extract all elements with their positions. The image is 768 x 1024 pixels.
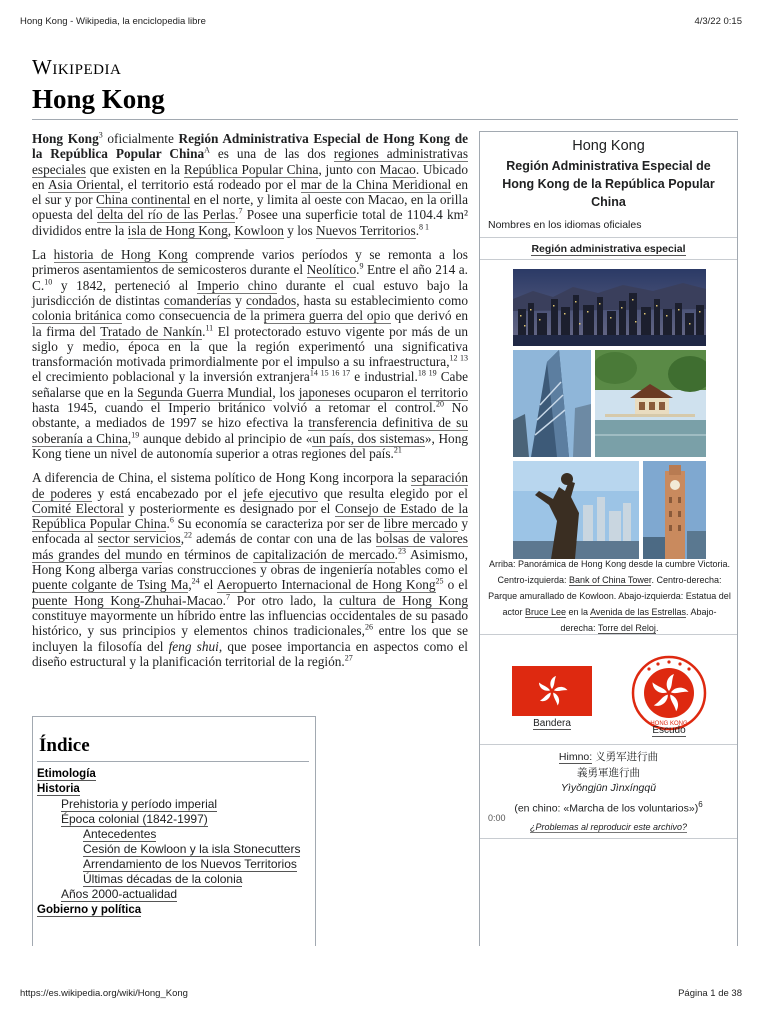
- text-run: , junto con: [318, 161, 380, 177]
- emblem-caption[interactable]: [631, 725, 707, 736]
- toc-item[interactable]: [83, 857, 309, 871]
- text-run: que existen en la: [85, 161, 184, 177]
- paragraph-intro: [32, 131, 468, 238]
- print-page-title: Hong Kong - Wikipedia, la enciclopedia libre: [20, 16, 206, 27]
- wiki-link[interactable]: Nuevos Territorios: [316, 222, 416, 238]
- citation-ref[interactable]: 21: [393, 445, 402, 455]
- text-run: ,: [227, 222, 235, 238]
- wiki-link[interactable]: jefe ejecutivo: [243, 485, 318, 501]
- kowloon-walled-city-park-photo[interactable]: [595, 350, 706, 457]
- caption-text: Arriba: Panorámica de Hong Kong desde la cumbre Victoria. Centro-izquierda:: [489, 559, 730, 585]
- citation-ref[interactable]: 27: [344, 653, 353, 663]
- text-run: el crecimiento poblacional y la inversión extranjera: [32, 369, 310, 385]
- text-run: durante el cual estuvo bajo la jurisdicción de distintas: [32, 277, 468, 308]
- wikipedia-wordmark[interactable]: Wikipedia: [32, 55, 122, 79]
- toc-item-label[interactable]: Años 2000-actualidad: [61, 887, 178, 901]
- wiki-link[interactable]: cultura de Hong Kong: [339, 592, 468, 608]
- audio-help-label[interactable]: ¿Problemas al reproducir este archivo?: [529, 822, 688, 832]
- print-page-number: Página 1 de 38: [678, 988, 742, 999]
- wiki-link[interactable]: Asia Oriental: [48, 176, 121, 192]
- text-run: que resulta elegido por el: [317, 485, 469, 501]
- text-run: , los: [272, 384, 299, 400]
- infobox-separator: [480, 744, 737, 745]
- text-run: Por otro lado, la: [230, 592, 340, 608]
- wiki-link[interactable]: condados: [245, 292, 297, 308]
- text-run: o el: [443, 577, 468, 593]
- toc-item-label[interactable]: Época colonial (1842-1997): [61, 812, 208, 826]
- citation-ref[interactable]: 10: [44, 277, 53, 287]
- print-footer: [0, 988, 768, 1002]
- toc-item-label[interactable]: Gobierno y política: [37, 904, 142, 916]
- text-run: La: [32, 247, 54, 263]
- text-run: aunque debido al principio de «: [139, 430, 313, 446]
- text-run: , que posee importancia en aspectos como el diseño estructural y la planificación territorial de la región.: [32, 638, 468, 669]
- anthem-translation-line: [480, 797, 737, 817]
- caption-link[interactable]: Bank of China Tower: [569, 575, 652, 585]
- text-run: el: [199, 577, 217, 593]
- citation-ref[interactable]: 23: [397, 546, 406, 556]
- toc-item-label[interactable]: Cesión de Kowloon y la isla Stonecutters: [83, 842, 301, 856]
- photo-caption: [488, 556, 731, 636]
- print-date: 4/3/22 0:15: [694, 16, 742, 27]
- text-run: y los: [283, 222, 317, 238]
- text-run: entre los que se incluyen la filosofía del: [32, 623, 468, 654]
- text-run: No obstante, a mediados de 1997 se hizo efectiva la: [32, 400, 469, 431]
- wiki-link[interactable]: isla de Hong Kong: [127, 222, 228, 238]
- wiki-link[interactable]: capitalización de mercado: [252, 546, 395, 562]
- text-run: comprende varios períodos y se remonta a los primeros asentamientos de semicosteros durante el: [32, 247, 468, 278]
- toc-item[interactable]: [37, 904, 309, 916]
- wiki-link[interactable]: China continental: [96, 192, 191, 208]
- citation-ref[interactable]: 14 15 16 17: [309, 369, 351, 379]
- anthem-traditional: 義勇軍進行曲: [577, 766, 640, 779]
- anthem-pinyin: Yìyǒngjūn Jìnxíngqǔ: [560, 782, 657, 794]
- wiki-link[interactable]: bolsas de valores más grandes del mundo: [32, 531, 468, 562]
- title-divider: [32, 119, 738, 120]
- wiki-link[interactable]: Tratado de Nankín: [100, 323, 203, 339]
- text-run: además de contar con una de las: [192, 531, 376, 547]
- citation-ref[interactable]: 26: [364, 622, 373, 632]
- text-run: .: [415, 222, 420, 238]
- text-run: ,: [188, 577, 192, 593]
- text-run: y: [231, 292, 246, 308]
- caption-link[interactable]: Torre del Reloj: [597, 623, 656, 633]
- anthem-block: [480, 750, 737, 817]
- wiki-link[interactable]: comanderías: [163, 292, 232, 308]
- citation-ref[interactable]: 11: [205, 323, 214, 333]
- toc-item-label[interactable]: Etimología: [37, 768, 96, 780]
- infobox-separator: [480, 634, 737, 635]
- text-run: », Hong Kong tiene un nivel de autonomía superior a otras regiones del país.: [32, 430, 468, 461]
- caption-text: . Centro-derecha: Parque amurallado de Kowloon. Abajo-izquierda: Estatua del actor: [488, 575, 731, 617]
- infobox-official-name: Región Administrativa Especial de Hong Kong de la República Popular China: [502, 159, 715, 209]
- photo-mosaic: [513, 269, 706, 559]
- text-run: Cabe señalarse que en la: [32, 369, 469, 400]
- wiki-link[interactable]: Segunda Guerra Mundial: [137, 384, 273, 400]
- toc-item[interactable]: [61, 797, 309, 811]
- text-run: .: [356, 262, 360, 278]
- wiki-link[interactable]: japoneses ocuparon el territorio: [298, 384, 468, 400]
- toc-item-label[interactable]: Arrendamiento de los Nuevos Territorios: [83, 857, 297, 871]
- anthem-translation: (en chino: «Marcha de los voluntarios»): [514, 802, 699, 814]
- citation-ref[interactable]: A: [204, 145, 210, 155]
- wiki-link[interactable]: sector servicios: [97, 531, 181, 547]
- infobox-name: Hong Kong: [572, 138, 645, 154]
- text-run: y enfocada al: [32, 516, 468, 547]
- citation-ref[interactable]: 6: [169, 515, 174, 525]
- wiki-link[interactable]: libre mercado: [383, 516, 458, 532]
- caption-text: .: [655, 623, 659, 633]
- caption-text: . Abajo-derecha:: [560, 607, 717, 633]
- toc-item[interactable]: [61, 812, 309, 826]
- print-url: https://es.wikipedia.org/wiki/Hong_Kong: [20, 988, 188, 999]
- audio-help-link[interactable]: [480, 822, 737, 832]
- text-run: como consecuencia de la: [121, 308, 264, 324]
- bank-of-china-tower-photo[interactable]: [513, 350, 591, 457]
- toc-item-label[interactable]: Prehistoria y período imperial: [61, 797, 218, 811]
- text-run: .: [202, 323, 206, 339]
- text-run: , el territorio está rodeado por el: [120, 176, 301, 192]
- text-run: oficialmente: [102, 131, 179, 146]
- infobox: [479, 131, 738, 946]
- wiki-link[interactable]: transferencia definitiva de su soberanía a China: [32, 415, 469, 446]
- emblem-icon[interactable]: [631, 655, 707, 731]
- wiki-link[interactable]: Aeropuerto Internacional de Hong Kong: [216, 577, 436, 593]
- page-title: Hong Kong: [32, 84, 165, 114]
- text-run: .: [235, 207, 239, 223]
- svg-text:HONG KONG: HONG KONG: [650, 721, 688, 727]
- text-run: es una de las dos: [209, 146, 334, 162]
- citation-ref[interactable]: 24: [191, 576, 200, 586]
- print-header: [0, 16, 768, 30]
- caption-text: en la: [566, 607, 591, 617]
- citation-ref[interactable]: 7: [226, 592, 230, 602]
- wiki-link[interactable]: primera guerra del opio: [263, 308, 391, 324]
- text-run: Su economía se caracteriza por ser de: [173, 516, 384, 532]
- citation-ref[interactable]: 19: [131, 430, 140, 440]
- wiki-link[interactable]: Consejo de Estado de la República Popular China: [32, 500, 468, 532]
- text-run: y 1842, perteneció al: [52, 277, 197, 293]
- toc-list: [37, 768, 309, 916]
- citation-ref[interactable]: 20: [436, 399, 444, 409]
- text-run: Asimismo, Hong Kong alberga varias construcciones y obras de ingeniería notables como el: [32, 546, 468, 578]
- skyline-photo[interactable]: [513, 269, 706, 346]
- audio-player-time[interactable]: 0:00: [488, 813, 506, 823]
- toc-item[interactable]: [83, 872, 309, 886]
- wiki-link[interactable]: un país, dos sistemas: [312, 430, 425, 446]
- bold-text: Región Administrativa Especial de Hong Kong de la República Popular China: [32, 131, 468, 162]
- toc-title: Índice: [37, 735, 309, 762]
- anthem-line: [480, 750, 737, 766]
- toc-item[interactable]: [61, 887, 309, 901]
- wiki-link[interactable]: colonia británica: [32, 308, 122, 324]
- wiki-link[interactable]: Comité Electoral: [32, 500, 124, 516]
- wiki-link[interactable]: regiones administrativas especiales: [32, 146, 468, 177]
- text-run: , hasta su establecimiento como: [296, 292, 468, 308]
- anthem-simplified: 义勇军进行曲: [595, 751, 659, 763]
- toc-item-label[interactable]: Antecedentes: [83, 827, 157, 841]
- text-run: en el norte, y limita al oeste con Macao, en la orilla opuesta del: [32, 192, 468, 223]
- citation-ref[interactable]: 8 1: [419, 222, 430, 232]
- infobox-separator: [480, 838, 737, 839]
- wiki-link[interactable]: Neolítico: [306, 262, 357, 278]
- text-run: .: [222, 592, 226, 608]
- clock-tower-photo[interactable]: [643, 461, 706, 559]
- text-run: y posteriormente es designado por el: [123, 500, 335, 516]
- text-run: . Ubicado en: [32, 161, 468, 192]
- citation-ref[interactable]: 12 13: [449, 353, 468, 363]
- flag-caption[interactable]: [512, 718, 592, 729]
- text-run: ,: [180, 531, 185, 547]
- paragraph-politics: [32, 470, 468, 669]
- flag-label-link[interactable]: Bandera: [533, 718, 571, 729]
- infobox-type-link[interactable]: Región administrativa especial: [531, 243, 686, 255]
- wiki-link[interactable]: Imperio chino: [196, 277, 278, 293]
- wiki-link[interactable]: separación de poderes: [32, 470, 468, 501]
- italic-text: feng shui: [168, 638, 219, 654]
- anthem-prefix-link[interactable]: Himno:: [558, 751, 593, 763]
- text-run: y está encabezado por el: [91, 485, 244, 501]
- citation-ref[interactable]: 22: [184, 531, 193, 540]
- caption-link[interactable]: Avenida de las Estrellas: [590, 607, 686, 617]
- text-run: .: [394, 546, 398, 562]
- bold-text: Hong Kong: [32, 131, 99, 146]
- text-run: que derivó en la firma del: [32, 308, 468, 339]
- toc-item-label[interactable]: Historia: [37, 783, 80, 795]
- text-run: en términos de: [162, 546, 253, 562]
- wiki-link[interactable]: República Popular China: [183, 161, 319, 177]
- infobox-type-band[interactable]: [480, 237, 737, 260]
- toc-item[interactable]: [83, 827, 309, 841]
- paragraph-history: [32, 247, 468, 461]
- flag-image[interactable]: [512, 666, 592, 716]
- citation-ref[interactable]: 7: [238, 207, 243, 217]
- wiki-link[interactable]: Macao: [379, 161, 416, 177]
- wiki-link[interactable]: delta del río de las Perlas: [97, 207, 236, 223]
- text-run: ,: [127, 430, 132, 446]
- toc-item[interactable]: [37, 768, 309, 780]
- anthem-ref[interactable]: 6: [698, 799, 703, 809]
- text-run: A diferencia de China, el sistema político de Hong Kong incorpora la: [32, 470, 412, 486]
- text-run: en el sur y por: [32, 176, 468, 208]
- text-run: hasta 1945, cuando el Imperio británico volvió a retomar el control.: [32, 400, 436, 416]
- wiki-link[interactable]: puente colgante de Tsing Ma: [32, 577, 189, 593]
- infobox-languages-note: Nombres en los idiomas oficiales: [488, 219, 642, 231]
- wiki-link[interactable]: Kowloon: [234, 222, 284, 238]
- citation-ref[interactable]: 25: [435, 576, 444, 586]
- bruce-lee-statue-photo[interactable]: [513, 461, 639, 559]
- text-run: e industrial.: [350, 369, 418, 385]
- citation-ref[interactable]: 18 19: [417, 369, 437, 379]
- emblem-label-link[interactable]: Escudo: [652, 725, 686, 736]
- toc-item[interactable]: [37, 783, 309, 795]
- toc-item-label[interactable]: Últimas décadas de la colonia: [83, 872, 243, 886]
- citation-ref[interactable]: 3: [98, 130, 103, 140]
- text-run: constituye mayormente un híbrido entre las influencias occidentales de su pasado histórico, y sus principios y elementos chinos tradicionales,: [32, 607, 468, 639]
- table-of-contents: [32, 716, 316, 946]
- text-run: .: [166, 516, 170, 532]
- citation-ref[interactable]: 9: [359, 261, 364, 271]
- text-run: Posee una superficie total de 1104.4 km² divididos entre la: [32, 207, 468, 238]
- caption-link[interactable]: Bruce Lee: [525, 607, 567, 617]
- wiki-link[interactable]: mar de la China Meridional: [300, 176, 452, 192]
- toc-item[interactable]: [83, 842, 309, 856]
- text-run: Entre el año 214 a. C.: [32, 262, 468, 293]
- wiki-link[interactable]: puente Hong Kong-Zhuhai-Macao: [32, 592, 223, 608]
- wiki-link[interactable]: historia de Hong Kong: [53, 247, 188, 263]
- text-run: El protectorado estuvo vigente por más de un siglo y medio, época en la que la región experimentó una significativa transformación motivada primordialmente por el impulso a su infraestructura,: [32, 323, 468, 370]
- article-body: [32, 131, 468, 678]
